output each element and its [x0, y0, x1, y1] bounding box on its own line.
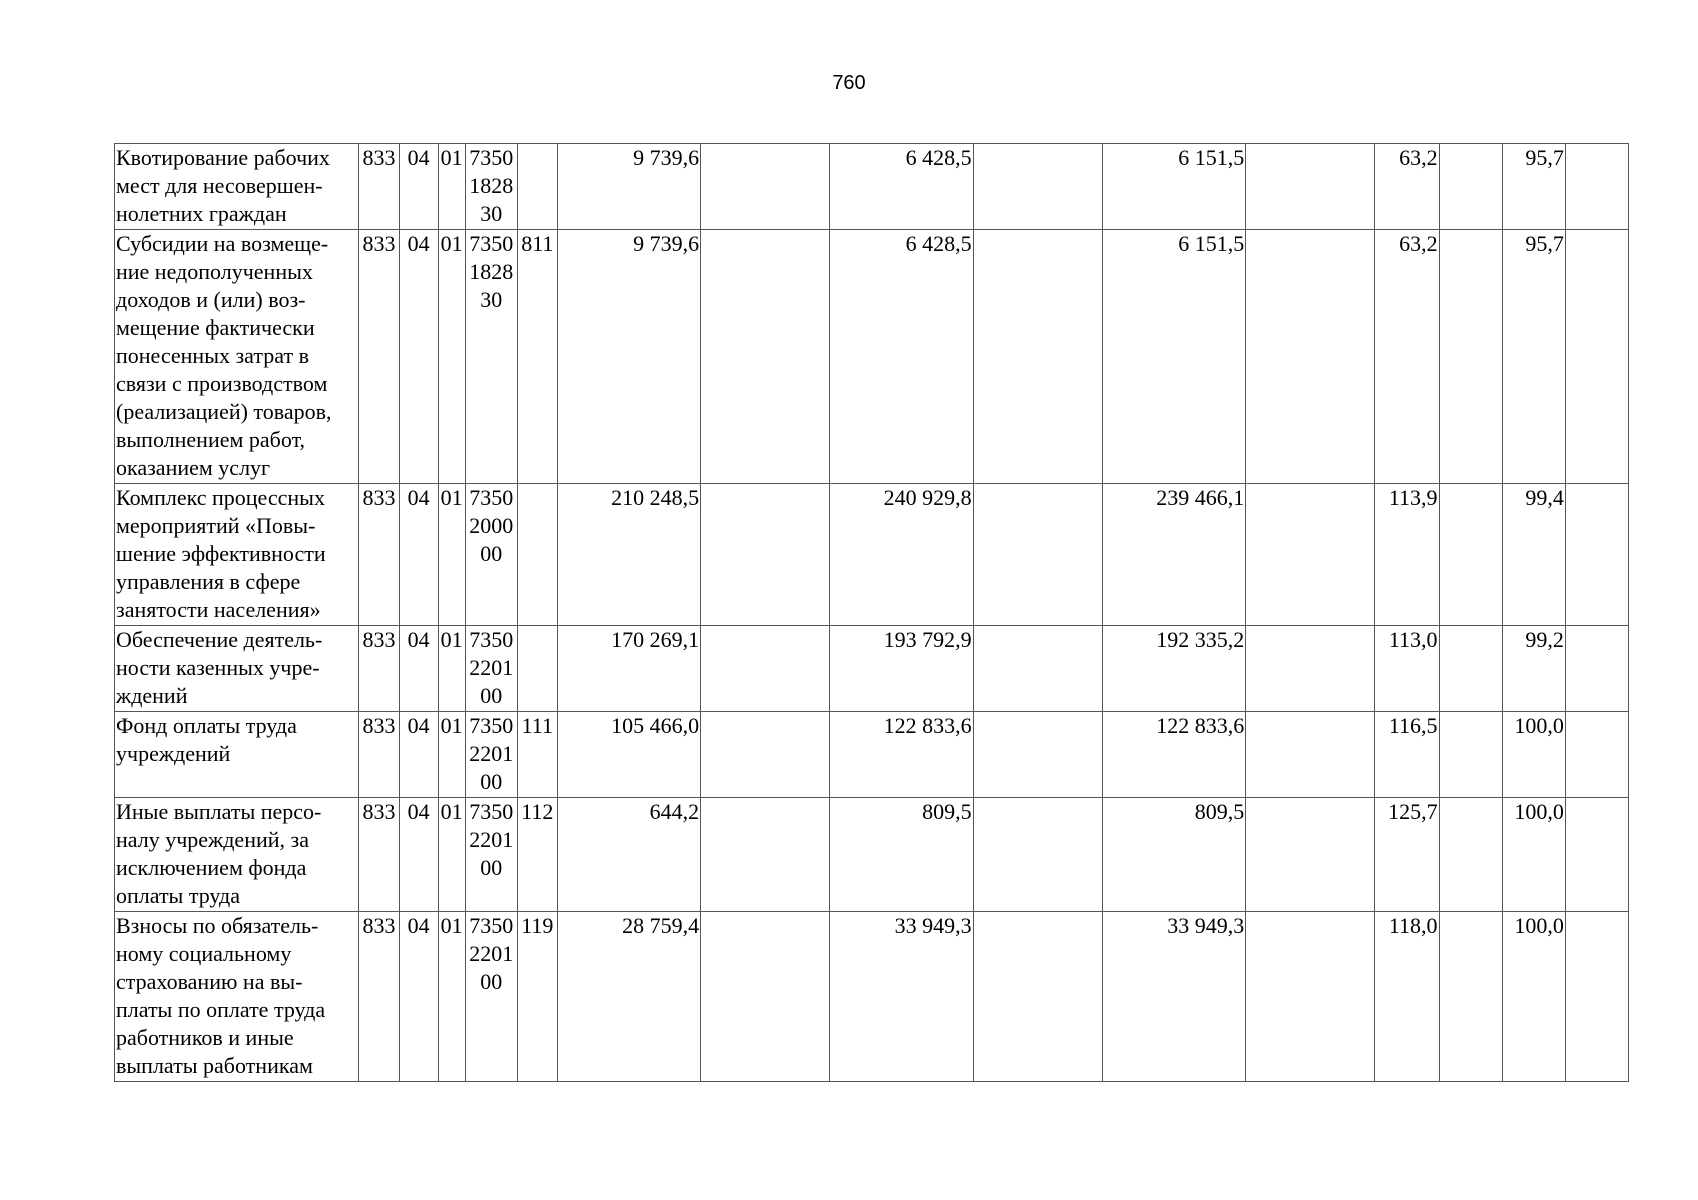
row-name: Квотирование рабочих мест для несовершен- нолетних граждан: [116, 145, 330, 226]
empty-cell: [701, 626, 830, 712]
csr-part: 2201: [469, 941, 514, 966]
csr-part: 00: [480, 969, 503, 994]
pct-refined-cell: 99,2: [1502, 626, 1565, 712]
csr-part: 7350: [469, 713, 514, 738]
row-name-cell: [115, 484, 359, 626]
row-name: Субсидии на возмеще- ние недополученных доходов и (или) воз- мещение фактически понесенных затрат в связи с производством (реализацией) товаров, выполнением работ, оказанием услуг: [116, 231, 332, 480]
table-row: [115, 712, 1629, 798]
csr-part: 1828: [469, 259, 514, 284]
row-name: Взносы по обязатель- ному социальному страхованию на вы- платы по оплате труда работников и иные выплаты работникам: [116, 913, 326, 1078]
csr-part: 00: [480, 541, 503, 566]
empty-cell: [973, 484, 1102, 626]
pr-cell: 01: [438, 144, 465, 230]
csr-cell: [465, 484, 517, 626]
pct-orig-cell: 63,2: [1375, 230, 1439, 484]
row-name-cell: [115, 144, 359, 230]
row-name-cell: [115, 712, 359, 798]
plan-orig-cell: 28 759,4: [557, 912, 700, 1082]
empty-cell: [701, 144, 830, 230]
executed-cell: 6 151,5: [1102, 230, 1245, 484]
row-name-cell: [115, 798, 359, 912]
pct-refined-cell: 100,0: [1502, 798, 1565, 912]
executed-cell: 33 949,3: [1102, 912, 1245, 1082]
plan-orig-cell: 644,2: [557, 798, 700, 912]
empty-cell: [1439, 484, 1502, 626]
table-row: [115, 626, 1629, 712]
pct-orig-cell: 113,9: [1375, 484, 1439, 626]
pct-orig-cell: 116,5: [1375, 712, 1439, 798]
rz-cell: 04: [399, 626, 438, 712]
plan-orig-cell: 9 739,6: [557, 230, 700, 484]
table-row: [115, 230, 1629, 484]
empty-cell: [1246, 912, 1375, 1082]
empty-cell: [1246, 798, 1375, 912]
empty-cell: [1439, 912, 1502, 1082]
grbs-cell: 833: [359, 230, 399, 484]
pr-cell: 01: [438, 626, 465, 712]
empty-cell: [1439, 712, 1502, 798]
table-row: [115, 798, 1629, 912]
grbs-cell: 833: [359, 798, 399, 912]
plan-orig-cell: 9 739,6: [557, 144, 700, 230]
plan-refined-cell: 6 428,5: [830, 230, 973, 484]
row-name: Комплекс процессных мероприятий «Повы- шение эффективности управления в сфере занятости населения»: [116, 485, 326, 622]
empty-cell: [973, 230, 1102, 484]
empty-cell: [973, 144, 1102, 230]
pct-refined-cell: 95,7: [1502, 144, 1565, 230]
grbs-cell: 833: [359, 484, 399, 626]
pct-orig-cell: 113,0: [1375, 626, 1439, 712]
vr-cell: [517, 626, 557, 712]
rz-cell: 04: [399, 484, 438, 626]
empty-cell: [973, 712, 1102, 798]
pr-cell: 01: [438, 912, 465, 1082]
csr-part: 7350: [469, 145, 514, 170]
plan-refined-cell: 122 833,6: [830, 712, 973, 798]
csr-part: 2201: [469, 827, 514, 852]
empty-cell: [1439, 798, 1502, 912]
empty-cell: [1565, 626, 1628, 712]
plan-refined-cell: 33 949,3: [830, 912, 973, 1082]
plan-orig-cell: 105 466,0: [557, 712, 700, 798]
vr-cell: [517, 144, 557, 230]
csr-part: 2201: [469, 741, 514, 766]
plan-refined-cell: 809,5: [830, 798, 973, 912]
plan-orig-cell: 170 269,1: [557, 626, 700, 712]
executed-cell: 122 833,6: [1102, 712, 1245, 798]
budget-table: [114, 143, 1629, 1082]
table-row: [115, 144, 1629, 230]
table-row: [115, 912, 1629, 1082]
rz-cell: 04: [399, 912, 438, 1082]
pct-refined-cell: 99,4: [1502, 484, 1565, 626]
empty-cell: [701, 798, 830, 912]
empty-cell: [701, 484, 830, 626]
empty-cell: [1439, 144, 1502, 230]
empty-cell: [1565, 712, 1628, 798]
pct-orig-cell: 118,0: [1375, 912, 1439, 1082]
empty-cell: [1246, 712, 1375, 798]
empty-cell: [701, 712, 830, 798]
csr-cell: [465, 798, 517, 912]
vr-cell: 811: [517, 230, 557, 484]
csr-part: 30: [480, 201, 503, 226]
rz-cell: 04: [399, 712, 438, 798]
rz-cell: 04: [399, 144, 438, 230]
executed-cell: 239 466,1: [1102, 484, 1245, 626]
row-name: Обеспечение деятель- ности казенных учре- ждений: [116, 627, 323, 708]
vr-cell: 111: [517, 712, 557, 798]
executed-cell: 809,5: [1102, 798, 1245, 912]
plan-refined-cell: 240 929,8: [830, 484, 973, 626]
empty-cell: [973, 912, 1102, 1082]
csr-part: 00: [480, 683, 503, 708]
plan-refined-cell: 193 792,9: [830, 626, 973, 712]
empty-cell: [701, 912, 830, 1082]
csr-part: 7350: [469, 485, 514, 510]
csr-part: 30: [480, 287, 503, 312]
csr-part: 2201: [469, 655, 514, 680]
empty-cell: [1565, 144, 1628, 230]
pr-cell: 01: [438, 230, 465, 484]
grbs-cell: 833: [359, 712, 399, 798]
plan-orig-cell: 210 248,5: [557, 484, 700, 626]
csr-part: 7350: [469, 627, 514, 652]
csr-part: 00: [480, 855, 503, 880]
rz-cell: 04: [399, 230, 438, 484]
plan-refined-cell: 6 428,5: [830, 144, 973, 230]
executed-cell: 192 335,2: [1102, 626, 1245, 712]
empty-cell: [1439, 230, 1502, 484]
pct-refined-cell: 95,7: [1502, 230, 1565, 484]
page-number: 760: [832, 72, 866, 94]
executed-cell: 6 151,5: [1102, 144, 1245, 230]
table-body: [115, 144, 1629, 1082]
empty-cell: [1246, 144, 1375, 230]
row-name-cell: [115, 912, 359, 1082]
grbs-cell: 833: [359, 912, 399, 1082]
empty-cell: [1439, 626, 1502, 712]
csr-cell: [465, 712, 517, 798]
csr-cell: [465, 912, 517, 1082]
grbs-cell: 833: [359, 626, 399, 712]
pr-cell: 01: [438, 484, 465, 626]
empty-cell: [973, 798, 1102, 912]
pct-refined-cell: 100,0: [1502, 912, 1565, 1082]
empty-cell: [1565, 912, 1628, 1082]
pct-orig-cell: 125,7: [1375, 798, 1439, 912]
empty-cell: [1246, 626, 1375, 712]
csr-part: 2000: [469, 513, 514, 538]
grbs-cell: 833: [359, 144, 399, 230]
row-name-cell: [115, 230, 359, 484]
table-row: [115, 484, 1629, 626]
vr-cell: 119: [517, 912, 557, 1082]
vr-cell: 112: [517, 798, 557, 912]
csr-part: 7350: [469, 913, 514, 938]
empty-cell: [1565, 230, 1628, 484]
row-name: Фонд оплаты труда учреждений: [116, 713, 297, 766]
empty-cell: [701, 230, 830, 484]
csr-part: 7350: [469, 231, 514, 256]
empty-cell: [973, 626, 1102, 712]
pr-cell: 01: [438, 712, 465, 798]
empty-cell: [1246, 230, 1375, 484]
empty-cell: [1565, 798, 1628, 912]
csr-part: 00: [480, 769, 503, 794]
pct-refined-cell: 100,0: [1502, 712, 1565, 798]
empty-cell: [1565, 484, 1628, 626]
pr-cell: 01: [438, 798, 465, 912]
pct-orig-cell: 63,2: [1375, 144, 1439, 230]
row-name: Иные выплаты персо- налу учреждений, за исключением фонда оплаты труда: [116, 799, 322, 908]
vr-cell: [517, 484, 557, 626]
row-name-cell: [115, 626, 359, 712]
csr-part: 1828: [469, 173, 514, 198]
empty-cell: [1246, 484, 1375, 626]
csr-cell: [465, 626, 517, 712]
rz-cell: 04: [399, 798, 438, 912]
csr-cell: [465, 230, 517, 484]
csr-cell: [465, 144, 517, 230]
csr-part: 7350: [469, 799, 514, 824]
